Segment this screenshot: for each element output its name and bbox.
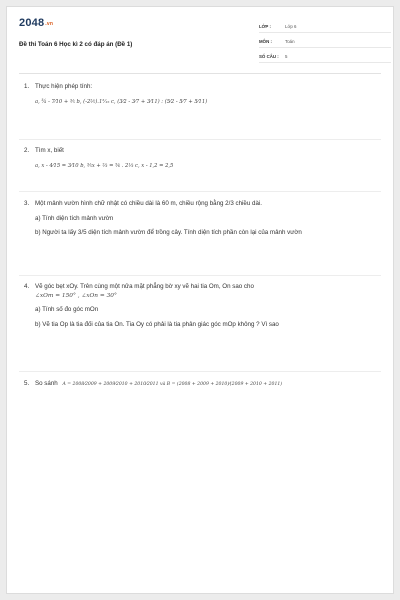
question-number: 4. [24, 283, 30, 290]
question-divider [19, 275, 381, 276]
meta-count-value: 5 [285, 54, 288, 59]
question-text: Thực hiện phép tính: [35, 83, 93, 90]
meta-subject-value: Toán [285, 39, 295, 44]
meta-class-label: LỚP : [259, 24, 271, 29]
document-header [19, 17, 381, 69]
question-number: 5. [24, 380, 30, 387]
question-divider [19, 191, 381, 192]
question-5 [24, 380, 375, 390]
question-part-a: a) Tính diện tích mảnh vườn [35, 214, 114, 222]
meta-row-count [259, 51, 391, 63]
question-expression: a, x - 4⁄15 = 3⁄10 b, ⅗x + ⅔ = ⅚ . 2⅓ c, x - 1,2 = 2,5 [35, 162, 174, 169]
question-divider [19, 139, 381, 140]
document-page [6, 6, 394, 594]
question-part-b: b) Vẽ tia Op là tia đối của tia On. Tia Oy có phải là tia phân giác góc mOp không ? Vì sao [35, 320, 279, 328]
question-text: Tìm x, biết [35, 147, 64, 154]
exam-meta-panel [259, 21, 391, 66]
page-title: Đề thi Toán 6 Học kì 2 có đáp án (Đề 1) [19, 41, 133, 48]
question-3 [24, 200, 375, 238]
meta-count-label: SỐ CÂU : [259, 54, 279, 59]
question-text: Vẽ góc bẹt xOy. Trên cùng một nửa mặt phẳng bờ xy vẽ hai tia Om, On sao cho [35, 283, 254, 290]
meta-row-class [259, 21, 391, 33]
meta-subject-label: MÔN : [259, 39, 272, 44]
logo-text: 2048 [19, 17, 45, 29]
question-number: 3. [24, 200, 30, 207]
question-number: 2. [24, 147, 30, 154]
question-expression: a, ¾ - 7⁄10 + ⅗ b, (-2⅖).1²⁄₁₅ c, (3⁄2 - 3⁄7 + 3⁄11) : (5⁄2 - 5⁄7 + 5⁄11) [35, 98, 208, 105]
header-divider [19, 73, 381, 74]
question-text: So sánh [35, 380, 58, 387]
question-expression: A = 2008⁄2009 + 2009⁄2010 + 2010⁄2011 và B = (2008 + 2009 + 2010)⁄(2009 + 2010 + 2011) [62, 382, 283, 387]
question-text: Một mảnh vườn hình chữ nhật có chiều dài là 60 m, chiều rộng bằng 2/3 chiều dài. [35, 200, 262, 207]
question-part-b: b) Người ta lấy 3/5 diện tích mảnh vườn để trồng cây. Tính diện tích phần còn lại của mảnh vườn [35, 229, 302, 237]
question-1 [24, 83, 375, 106]
meta-row-subject [259, 36, 391, 48]
logo-suffix: .vn [45, 21, 54, 27]
question-number: 1. [24, 83, 30, 90]
meta-class-value: Lớp 6 [285, 24, 297, 29]
question-4 [24, 283, 375, 329]
question-expression: ∠xOm = 150° , ∠xOn = 30° [35, 292, 117, 299]
question-part-a: a) Tính số đo góc mOn [35, 306, 99, 314]
site-logo[interactable] [19, 17, 53, 29]
question-2 [24, 147, 375, 170]
question-divider [19, 371, 381, 372]
